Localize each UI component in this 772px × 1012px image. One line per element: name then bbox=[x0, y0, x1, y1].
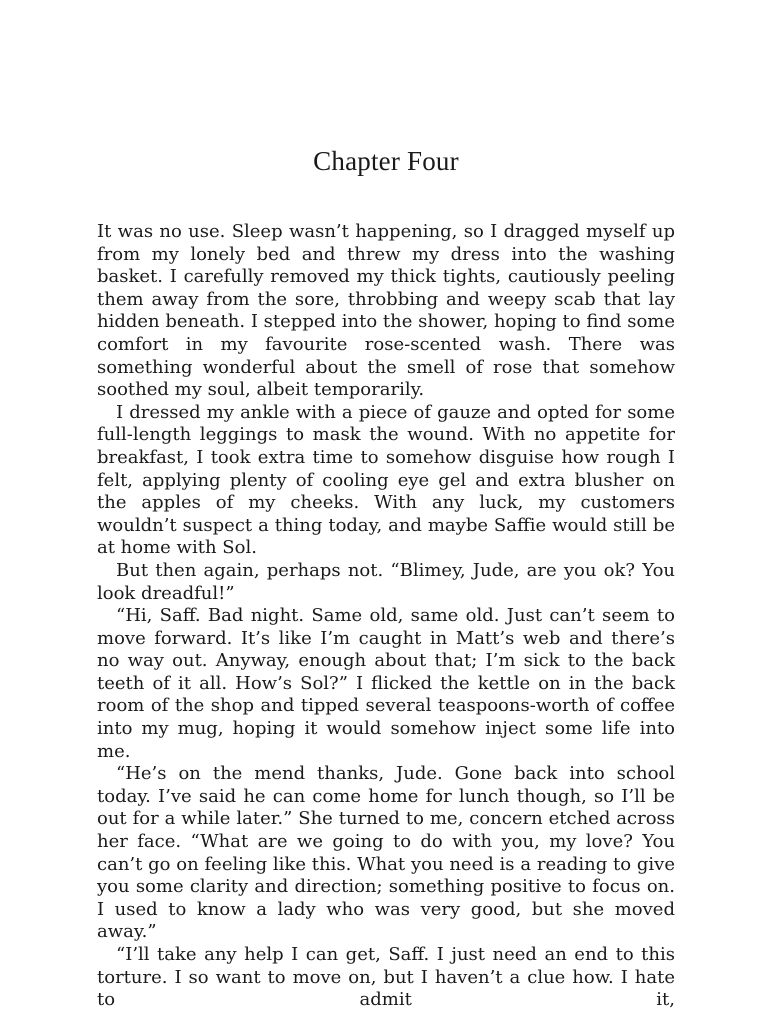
paragraph: “Hi, Saff. Bad night. Same old, same old. Just can’t seem to move forward. It’s like I’m caught in Matt’s web and there’s no way out. Anyway, enough about that; I’m sick to the back teeth of it all. How’s Sol?” I flicked the kettle on in the back room of the shop and tipped several teaspoons-worth of coffee into my mug, hoping it would somehow inject some life into me. bbox=[97, 605, 675, 762]
chapter-body bbox=[97, 221, 675, 1012]
paragraph: But then again, perhaps not. “Blimey, Jude, are you ok? You look dreadful!” bbox=[97, 559, 675, 604]
paragraph: “He’s on the mend thanks, Jude. Gone back into school today. I’ve said he can come home for lunch though, so I’ll be out for a while later.” She turned to me, concern etched across her face. “What are we going to do with you, my love? You can’t go on feeling like this. What you need is a reading to give you some clarity and direction; something positive to focus on. I used to know a lady who was very good, but she moved away.” bbox=[97, 763, 675, 943]
paragraph: It was no use. Sleep wasn’t happening, so I dragged myself up from my lonely bed and threw my dress into the washing basket. I carefully removed my thick tights, cautiously peeling them away from the sore, throbbing and weepy scab that lay hidden beneath. I stepped into the shower, hoping to find some comfort in my favourite rose-scented wash. There was something wonderful about the smell of rose that somehow soothed my soul, albeit temporarily. bbox=[97, 221, 675, 401]
paragraph: I dressed my ankle with a piece of gauze and opted for some full-length leggings to mask the wound. With no appetite for breakfast, I took extra time to somehow disguise how rough I felt, applying plenty of cooling eye gel and extra blusher on the apples of my cheeks. With any luck, my customers wouldn’t suspect a thing today, and maybe Saffie would still be at home with Sol. bbox=[97, 401, 675, 559]
chapter-title: Chapter Four bbox=[313, 146, 459, 176]
paragraph: “I’ll take any help I can get, Saff. I just need an end to this torture. I so want to move on, but I haven’t a clue how. I hate to admit it, bbox=[97, 944, 675, 1011]
